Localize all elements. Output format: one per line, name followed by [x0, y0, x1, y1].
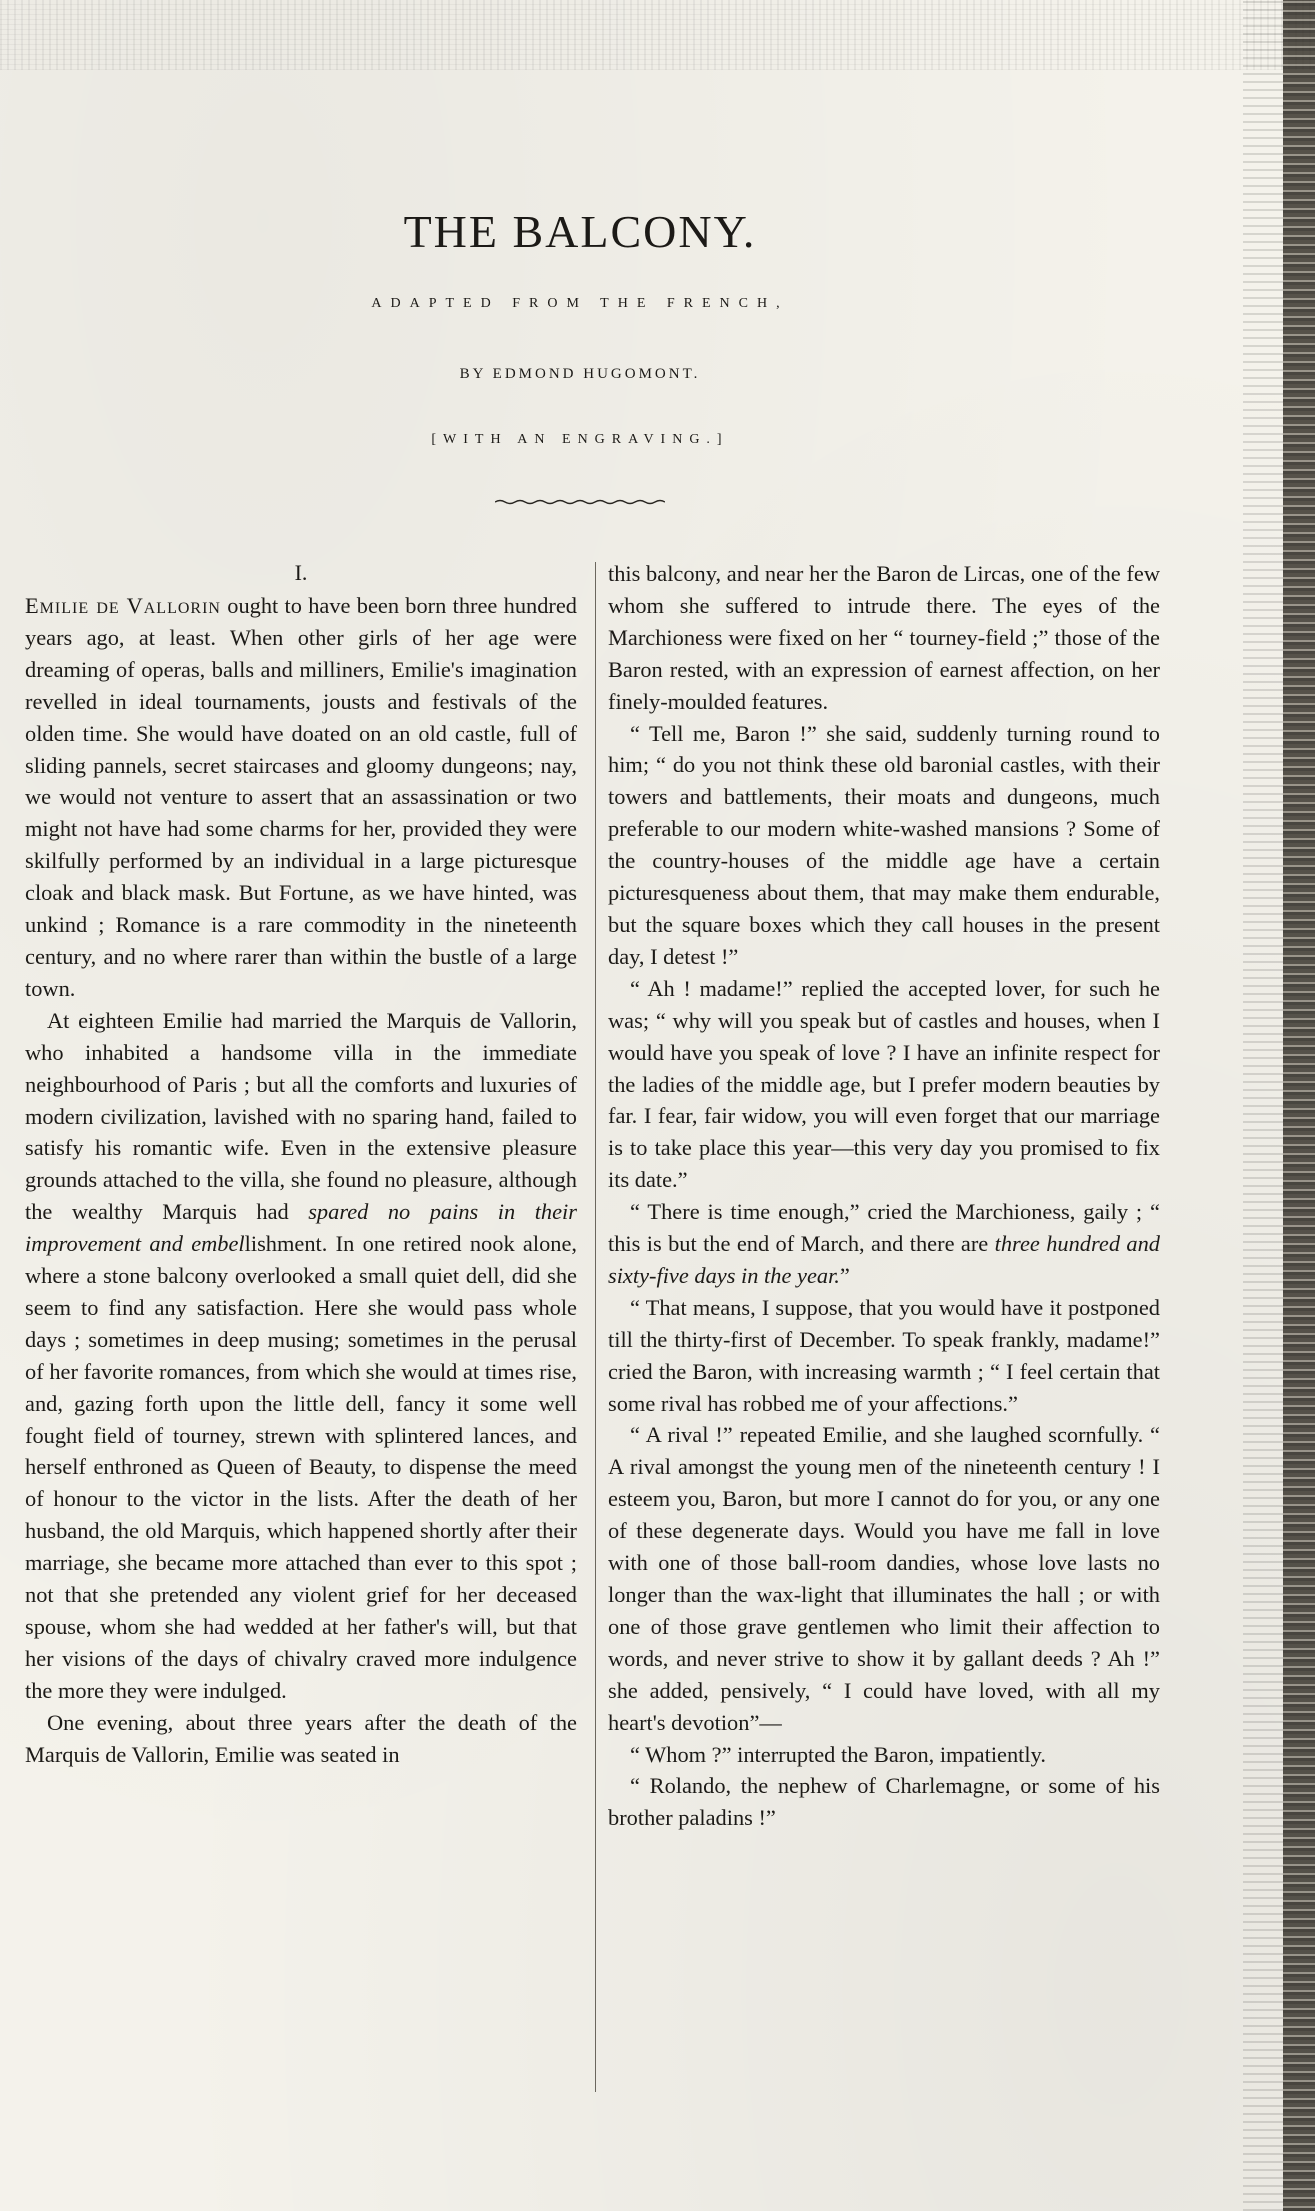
lead-in-name: Emilie de Vallorin — [25, 593, 221, 618]
right-column — [608, 558, 1160, 1834]
italic-text: three hundred and sixty-five days in the year. — [608, 1231, 1160, 1288]
left-column — [25, 558, 577, 1771]
article-subtitle: ADAPTED FROM THE FRENCH, — [371, 296, 789, 311]
paragraph-text: ” — [839, 1262, 850, 1288]
paragraph: “ Rolando, the nephew of Charlemagne, or some of his brother paladins !” — [608, 1773, 1160, 1831]
paragraph-text: lishment. In one retired nook alone, where a stone balcony overlooked a small quiet dell, did she seem to find any satisfaction. Here she would pass whole days ; sometimes in deep musing; sometimes in the perusal of her favorite romances, from which she would at times rise, and, gazing forth upon the little dell, fancy it some well fought field of tourney, strewn with splintered lances, and herself enthroned as Queen of Beauty, to dispense the meed of honour to the victor in the lists. After the death of her husband, the old Marquis, which happened shortly after their marriage, she became more attached than ever to this spot ; not that she pretended any violent grief for her deceased spouse, whom she had wedded at her father's will, but that her visions of the days of chivalry craved more indulgence the more they were indulged. — [25, 1231, 577, 1703]
ornamental-rule — [495, 499, 665, 505]
paragraph-text: “ There is time enough,” cried the Marchioness, gaily ; “ this is but the end of March, and there are — [608, 1199, 1160, 1257]
paragraph: “ Tell me, Baron !” she said, suddenly turning round to him; “ do you not think these old baronial castles, with their towers and battlements, their moats and dungeons, much preferable to our modern white-washed mansions ? Some of the country-houses of the middle age have a certain picturesqueness about them, that may make them endurable, but the square boxes which they call houses in the present day, I detest !” — [608, 720, 1160, 969]
paragraph: “ That means, I suppose, that you would have it postponed till the thirty-first of December. To speak frankly, madame!” cried the Baron, with increasing warmth ; “ I feel certain that some rival has robbed me of your affections.” — [608, 1294, 1160, 1416]
paragraph: “ A rival !” repeated Emilie, and she laughed scornfully. “ A rival amongst the young men of the nineteenth century ! I esteem you, Baron, but more I cannot do for you, or any one of these degenerate days. Would you have me fall in love with one of those ball-room dandies, whose love lasts no longer than the wax-light that illuminates the hall ; or with one of those grave gentlemen who limit their affection to words, and never strive to show it by gallant deeds ? Ah !” she added, pensively, “ I could have loved, with all my heart's devotion”— — [608, 1422, 1160, 1735]
article-title: THE BALCONY. — [403, 206, 757, 257]
paragraph-text: ought to have been born three hundred years ago, at least. When other girls of her age were dreaming of operas, balls and milliners, Emilie's imagination revelled in ideal tournaments, jousts and festivals of the olden time. She would have doated on an old castle, full of sliding pannels, secret staircases and gloomy dungeons; nay, we would not venture to assert that an assassination or two might not have had some charms for her, provided they were skilfully performed by an individual in a large picturesque cloak and black mask. But Fortune, as we have hinted, was unkind ; Romance is a rare commodity in the nineteenth century, and no where rarer than within the bustle of a large town. — [25, 593, 578, 1001]
scan-noise-top — [0, 0, 1315, 70]
article-byline: BY EDMOND HUGOMONT. — [459, 366, 701, 382]
section-number: I. — [294, 560, 308, 585]
paragraph — [25, 1005, 577, 1707]
column-divider — [595, 562, 596, 2092]
paragraph-text: At eighteen Emilie had married the Marquis de Vallorin, who inhabited a handsome villa in the immediate neighbourhood of Paris ; but all the comforts and luxuries of modern civilization, lavished with no sparing hand, failed to satisfy his romantic wife. Even in the extensive pleasure grounds attached to the villa, she found no pleasure, although the wealthy Marquis had — [25, 1007, 577, 1225]
paragraph — [608, 1196, 1160, 1292]
paragraph — [25, 590, 577, 1005]
binding-edge — [1283, 0, 1315, 2211]
paragraph: One evening, about three years after the death of the Marquis de Vallorin, Emilie was seated in — [25, 1709, 577, 1767]
engraving-note: [WITH AN ENGRAVING.] — [431, 432, 729, 447]
paragraph: “ Ah ! madame!” replied the accepted lover, for such he was; “ why will you speak but of castles and houses, when I would have you speak of love ? I have an infinite respect for the ladies of the middle age, but I prefer modern beauties by far. I fear, fair widow, you will even forget that our marriage is to take place this year—this very day you promised to fix its date.” — [608, 975, 1160, 1193]
italic-text: spared no pains in their improvement and embel — [25, 1199, 577, 1257]
paragraph: this balcony, and near her the Baron de Lircas, one of the few whom she suffered to intrude there. The eyes of the Marchioness were fixed on her “ tourney-field ;” those of the Baron rested, with an expression of earnest affection, on her finely-moulded features. — [608, 561, 1160, 714]
paragraph: “ Whom ?” interrupted the Baron, impatiently. — [630, 1741, 1046, 1767]
scan-shadow-right — [1243, 0, 1283, 2211]
